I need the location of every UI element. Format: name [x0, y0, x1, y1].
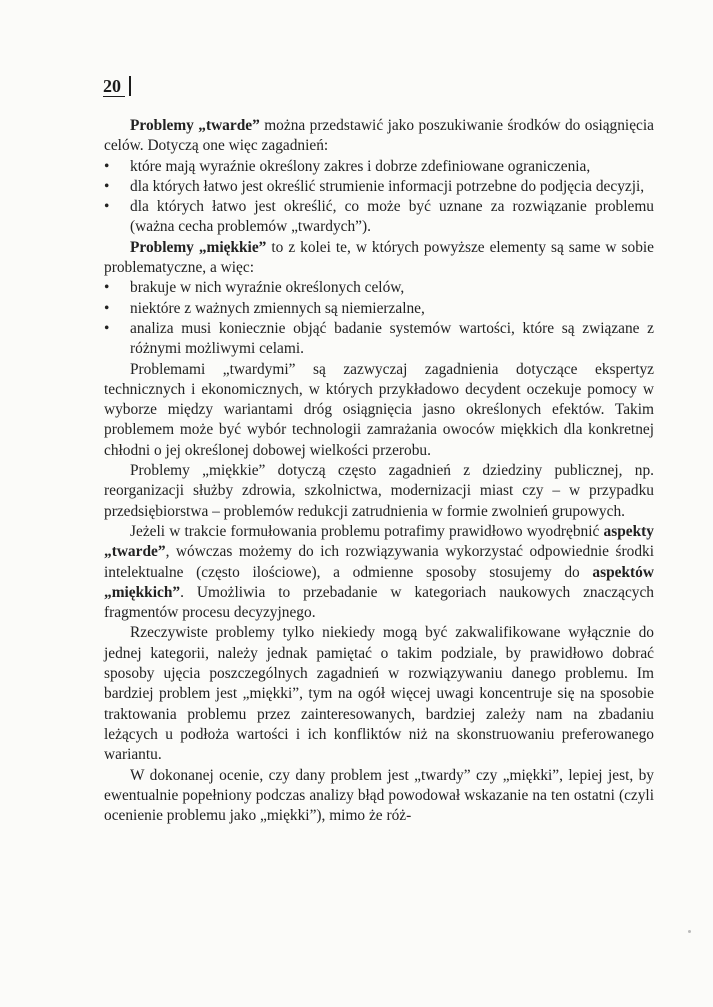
list-item: • niektóre z ważnych zmiennych są niemierzalne,	[104, 299, 654, 319]
paragraph: Rzeczywiste problemy tylko niekiedy mogą być zakwalifikowane wyłącznie do jednej kategorii, należy jednak pamiętać o takim podziale, by prawidłowo dobrać sposoby ujęcia poszczególnych zagadnień w rozwiązywaniu danego problemu. Im bardziej problem jest „miękki”, tym na ogół więcej uwagi koncentruje się na sposobie traktowania problemu przez zainteresowanych, bardziej zależy nam na zbadaniu leżących u podłoża wartości i ich konfliktów niż na skonstruowaniu preferowanego wariantu.	[104, 624, 654, 764]
paragraph-text: , wówczas możemy do ich rozwiązywania wykorzystać odpowiednie środki intelektualne (często ilościowe), a odmienne sposoby stosujemy do	[104, 543, 654, 581]
list-item: • które mają wyraźnie określony zakres i dobrze zdefiniowane ograniczenia,	[104, 157, 654, 177]
paragraph-aspects	[104, 522, 654, 623]
term-soft-aspects: aspektów „miękkich”	[104, 563, 654, 601]
paragraph: W dokonanej ocenie, czy dany problem jest „twardy” czy „miękki”, lepiej jest, by ewentualnie popełniony podczas analizy błąd powodował wskazanie na ten ostatni (czyli ocenienie problemu jako „miękki”), mimo że róż-	[104, 766, 654, 825]
term-soft-problems: Problemy „miękkie”	[130, 238, 267, 256]
page-number	[103, 76, 131, 97]
paragraph-soft-problems	[104, 238, 654, 279]
list-item: • brakuje w nich wyraźnie określonych celów,	[104, 278, 654, 298]
paragraph-text: . Umożliwia to przebadanie w kategoriach naukowych znaczących fragmentów procesu decyzyjnego.	[104, 583, 654, 622]
paragraph: Problemami „twardymi” są zazwyczaj zagadnienia dotyczące ekspertyz technicznych i ekonomicznych, w których przykładowo decydent oczekuje pomocy w wyborze między wariantami dróg osiągnięcia jasno określonych efektów. Takim problemem może być wybór technologii zamrażania owoców miękkich dla konkretnej chłodni o jej określonej dobowej wielkości przerobu.	[104, 360, 654, 459]
body-text	[104, 116, 654, 826]
term-hard-problems: Problemy „twarde”	[130, 117, 260, 134]
term-hard-aspects: aspekty „twarde”	[104, 522, 654, 561]
paragraph: Problemy „miękkie” dotyczą często zagadnień z dziedziny publicznej, np. reorganizacji służby zdrowia, szkolnictwa, modernizacji miast czy – w przypadku przedsiębiorstwa – problemów redukcji zatrudnienia w formie zwolnień grupowych.	[104, 462, 654, 520]
list-item: • analiza musi koniecznie objąć badanie systemów wartości, które są związane z różnymi możliwymi celami.	[104, 319, 654, 360]
paragraph-text: można przedstawić jako poszukiwanie środków do osiągnięcia celów. Dotyczą one więc zagadnień:	[104, 117, 654, 155]
page-number-rule	[129, 76, 131, 96]
scan-speck	[688, 930, 691, 933]
hard-problems-list	[104, 157, 654, 238]
paragraph-text: to z kolei te, w których powyższe elementy są same w sobie problematyczne, a więc:	[104, 238, 655, 277]
paragraph-text: Jeżeli w trakcie formułowania problemu potrafimy prawidłowo wyodrębnić	[130, 522, 604, 540]
soft-problems-list	[104, 278, 654, 359]
paragraph-hard-problems	[104, 116, 654, 157]
list-item: • dla których łatwo jest określić strumienie informacji potrzebne do podjęcia decyzji,	[104, 177, 654, 197]
list-item: • dla których łatwo jest określić, co może być uznane za rozwiązanie problemu (ważna cecha problemów „twardych”).	[104, 197, 654, 238]
page-number-value: 20	[103, 76, 125, 97]
